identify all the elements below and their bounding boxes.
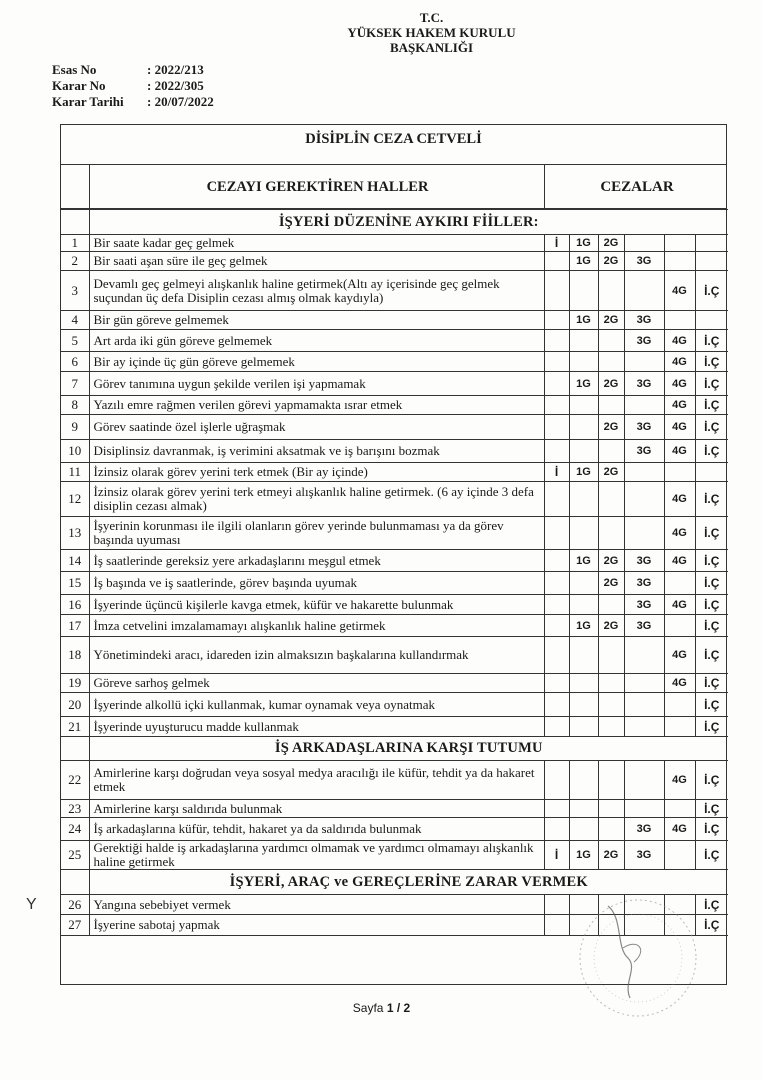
table-row	[61, 482, 728, 517]
penalty-cell: İ.Ç	[695, 674, 728, 693]
penalty-cell: 3G	[624, 252, 664, 271]
penalty-cell	[624, 271, 664, 311]
offence-description: İzinsiz olarak görev yerini terk etmeyi alışkanlık haline getirmek. (6 ay içinde 3 defa disiplin cezası almak)	[89, 482, 544, 517]
penalty-cell	[598, 482, 624, 517]
page-footer	[0, 1001, 763, 1015]
penalty-cell	[569, 271, 598, 311]
penalty-cell	[544, 372, 569, 396]
penalty-cell	[544, 271, 569, 311]
penalty-cell	[569, 818, 598, 841]
penalty-cell: İ.Ç	[695, 761, 728, 800]
table-row	[61, 415, 728, 440]
penalty-cell	[544, 330, 569, 352]
offence-description: İmza cetvelini imzalamamayı alışkanlık haline getirmek	[89, 615, 544, 637]
section-title: İŞYERİ, ARAÇ ve GEREÇLERİNE ZARAR VERMEK	[89, 870, 728, 895]
penalty-cell: 2G	[598, 372, 624, 396]
penalty-cell	[569, 352, 598, 372]
row-number: 15	[61, 572, 89, 595]
penalty-cell: 4G	[664, 352, 695, 372]
offence-description: Görev saatinde özel işlerle uğraşmak	[89, 415, 544, 440]
meta-row-karar	[52, 78, 214, 94]
penalty-cell	[598, 517, 624, 550]
penalty-table	[61, 209, 728, 936]
table-row	[61, 330, 728, 352]
penalty-cell	[664, 717, 695, 737]
penalty-cell: İ.Ç	[695, 517, 728, 550]
row-number: 13	[61, 517, 89, 550]
penalty-cell: İ.Ç	[695, 595, 728, 615]
penalty-cell	[664, 252, 695, 271]
penalty-cell: 3G	[624, 311, 664, 330]
row-number: 4	[61, 311, 89, 330]
row-number: 7	[61, 372, 89, 396]
penalty-cell	[624, 800, 664, 818]
meta-label: Karar Tarihi	[52, 94, 124, 109]
penalty-cell: İ.Ç	[695, 818, 728, 841]
penalty-cell: 2G	[598, 415, 624, 440]
penalty-cell: İ.Ç	[695, 271, 728, 311]
penalty-cell	[624, 235, 664, 252]
offence-description: Görev tanımına uygun şekilde verilen işi yapmamak	[89, 372, 544, 396]
penalty-cell	[664, 895, 695, 915]
penalty-cell	[624, 895, 664, 915]
penalty-cell	[544, 595, 569, 615]
table-row	[61, 517, 728, 550]
penalty-cell: 1G	[569, 311, 598, 330]
section-title: İŞYERİ DÜZENİNE AYKIRI FİİLLER:	[89, 210, 728, 235]
penalty-cell	[569, 482, 598, 517]
row-number: 14	[61, 550, 89, 572]
margin-handwritten-mark: Y	[26, 896, 37, 913]
penalty-cell	[598, 396, 624, 415]
penalty-cell: İ.Ç	[695, 717, 728, 737]
penalty-cell	[569, 517, 598, 550]
section-header-row	[61, 870, 728, 895]
penalty-cell	[544, 352, 569, 372]
row-number: 11	[61, 463, 89, 482]
penalty-cell: 3G	[624, 440, 664, 463]
penalty-cell: İ.Ç	[695, 372, 728, 396]
offence-description: İşyerinde alkollü içki kullanmak, kumar oynamak veya oynatmak	[89, 693, 544, 717]
table-row	[61, 818, 728, 841]
penalty-cell: İ	[544, 235, 569, 252]
penalty-cell	[544, 915, 569, 936]
section-header-row	[61, 737, 728, 761]
offence-description: İşyerinde uyuşturucu madde kullanmak	[89, 717, 544, 737]
row-number: 2	[61, 252, 89, 271]
penalty-cell	[544, 800, 569, 818]
offence-description: İşyerine sabotaj yapmak	[89, 915, 544, 936]
penalty-cell	[569, 895, 598, 915]
penalty-cell	[624, 463, 664, 482]
penalty-cell: 2G	[598, 252, 624, 271]
penalty-cell	[544, 252, 569, 271]
penalty-cell	[664, 615, 695, 637]
page-number: 1 / 2	[386, 1001, 411, 1015]
meta-label: Karar No	[52, 78, 106, 93]
penalty-cell: 4G	[664, 415, 695, 440]
penalty-cell	[544, 693, 569, 717]
penalty-cell: İ	[544, 463, 569, 482]
penalty-cell: İ.Ç	[695, 800, 728, 818]
table-row	[61, 271, 728, 311]
table-row	[61, 550, 728, 572]
penalty-cell	[544, 895, 569, 915]
offence-description: Bir gün göreve gelmemek	[89, 311, 544, 330]
row-number: 5	[61, 330, 89, 352]
offence-description: Bir saate kadar geç gelmek	[89, 235, 544, 252]
penalty-cell: İ.Ç	[695, 693, 728, 717]
column-header-penalties: CEZALAR	[544, 165, 729, 208]
penalty-cell: 4G	[664, 482, 695, 517]
offence-description: Art arda iki gün göreve gelmemek	[89, 330, 544, 352]
section-number-cell	[61, 737, 89, 761]
penalty-cell	[624, 517, 664, 550]
offence-description: Amirlerine karşı saldırıda bulunmak	[89, 800, 544, 818]
header-line-1: T.C.	[419, 10, 444, 25]
penalty-cell: 4G	[664, 674, 695, 693]
row-number: 20	[61, 693, 89, 717]
penalty-cell	[664, 235, 695, 252]
table-row	[61, 895, 728, 915]
penalty-cell: İ.Ç	[695, 572, 728, 595]
penalty-cell	[598, 761, 624, 800]
offence-description: Bir saati aşan süre ile geç gelmek	[89, 252, 544, 271]
table-row	[61, 693, 728, 717]
penalty-cell	[624, 352, 664, 372]
row-number: 3	[61, 271, 89, 311]
penalty-cell: İ.Ç	[695, 396, 728, 415]
penalty-cell	[598, 637, 624, 674]
row-number: 16	[61, 595, 89, 615]
penalty-cell	[544, 440, 569, 463]
table-row	[61, 615, 728, 637]
footer-prefix: Sayfa	[352, 1001, 387, 1015]
penalty-cell: 2G	[598, 463, 624, 482]
penalty-cell: 1G	[569, 252, 598, 271]
row-number: 22	[61, 761, 89, 800]
penalty-cell	[544, 482, 569, 517]
penalty-cell: İ.Ç	[695, 352, 728, 372]
offence-description: Gerektiği halde iş arkadaşlarına yardımcı olmamak ve yardımcı olmamayı alışkanlık haline getirmek	[89, 841, 544, 870]
row-number: 23	[61, 800, 89, 818]
penalty-cell: 2G	[598, 615, 624, 637]
penalty-cell	[544, 761, 569, 800]
penalty-cell: İ.Ç	[695, 415, 728, 440]
offence-description: Yangına sebebiyet vermek	[89, 895, 544, 915]
table-row	[61, 352, 728, 372]
offence-description: İşyerinde üçüncü kişilerle kavga etmek, küfür ve hakarette bulunmak	[89, 595, 544, 615]
penalty-cell	[544, 818, 569, 841]
penalty-cell: İ.Ç	[695, 330, 728, 352]
header-line-3: BAŞKANLIĞI	[389, 40, 474, 55]
table-row	[61, 372, 728, 396]
table-row	[61, 637, 728, 674]
meta-value: : 2022/213	[147, 62, 204, 77]
penalty-cell: 4G	[664, 550, 695, 572]
meta-value: : 2022/305	[147, 78, 204, 93]
meta-row-tarih	[52, 94, 214, 110]
penalty-cell	[569, 415, 598, 440]
penalty-cell: İ.Ç	[695, 895, 728, 915]
penalty-cell: 2G	[598, 235, 624, 252]
penalty-cell: 2G	[598, 841, 624, 870]
penalty-cell	[695, 252, 728, 271]
meta-value: : 20/07/2022	[147, 94, 214, 109]
row-number: 18	[61, 637, 89, 674]
row-number: 1	[61, 235, 89, 252]
penalty-cell: 4G	[664, 440, 695, 463]
table-row	[61, 595, 728, 615]
penalty-cell	[544, 550, 569, 572]
penalty-cell	[598, 674, 624, 693]
penalty-cell: 3G	[624, 550, 664, 572]
penalty-cell: 4G	[664, 396, 695, 415]
offence-description: İzinsiz olarak görev yerini terk etmek (Bir ay içinde)	[89, 463, 544, 482]
penalty-cell	[695, 235, 728, 252]
penalty-cell	[544, 615, 569, 637]
penalty-cell: 3G	[624, 330, 664, 352]
penalty-cell	[598, 352, 624, 372]
table-row	[61, 915, 728, 936]
row-number: 9	[61, 415, 89, 440]
row-number: 21	[61, 717, 89, 737]
penalty-cell: İ.Ç	[695, 637, 728, 674]
table-row	[61, 572, 728, 595]
penalty-cell	[544, 517, 569, 550]
penalty-cell	[544, 396, 569, 415]
penalty-cell: İ.Ç	[695, 550, 728, 572]
section-number-cell	[61, 210, 89, 235]
penalty-cell: İ.Ç	[695, 440, 728, 463]
row-number: 10	[61, 440, 89, 463]
penalty-cell: 3G	[624, 372, 664, 396]
penalty-cell	[598, 440, 624, 463]
penalty-cell	[569, 637, 598, 674]
offence-description: İş arkadaşlarına küfür, tehdit, hakaret ya da saldırıda bulunmak	[89, 818, 544, 841]
offence-description: İşyerinin korunması ile ilgili olanların görev yerinde bulunmaması ya da görev başında uyuması	[89, 517, 544, 550]
penalty-table-sheet	[60, 124, 727, 985]
penalty-cell	[624, 717, 664, 737]
penalty-cell	[598, 717, 624, 737]
table-row	[61, 235, 728, 252]
penalty-cell	[569, 800, 598, 818]
table-row	[61, 463, 728, 482]
offence-description: Devamlı geç gelmeyi alışkanlık haline getirmek(Altı ay içerisinde geç gelmek suçundan üç defa Disiplin cezası almış olmak kaydıyla)	[89, 271, 544, 311]
penalty-cell	[598, 693, 624, 717]
penalty-cell	[664, 311, 695, 330]
penalty-cell: 4G	[664, 330, 695, 352]
penalty-cell	[624, 761, 664, 800]
penalty-cell: İ.Ç	[695, 915, 728, 936]
penalty-cell	[569, 440, 598, 463]
offence-description: Disiplinsiz davranmak, iş verimini aksatmak ve iş barışını bozmak	[89, 440, 544, 463]
offence-description: Yönetimindeki aracı, idareden izin almaksızın başkalarına kullandırmak	[89, 637, 544, 674]
table-row	[61, 761, 728, 800]
row-number: 26	[61, 895, 89, 915]
penalty-cell: 1G	[569, 615, 598, 637]
penalty-cell: 1G	[569, 463, 598, 482]
meta-label: Esas No	[52, 62, 97, 77]
offence-description: İş başında ve iş saatlerinde, görev başında uyumak	[89, 572, 544, 595]
penalty-cell	[598, 915, 624, 936]
table-row	[61, 396, 728, 415]
penalty-cell	[695, 463, 728, 482]
penalty-cell	[624, 637, 664, 674]
penalty-cell	[664, 572, 695, 595]
table-row	[61, 252, 728, 271]
penalty-cell	[544, 717, 569, 737]
row-number: 6	[61, 352, 89, 372]
penalty-cell	[544, 674, 569, 693]
penalty-cell	[664, 841, 695, 870]
penalty-cell: 3G	[624, 415, 664, 440]
table-row	[61, 440, 728, 463]
meta-row-esas	[52, 62, 214, 78]
penalty-cell: 4G	[664, 372, 695, 396]
row-number: 25	[61, 841, 89, 870]
penalty-cell	[544, 637, 569, 674]
table-title: DİSİPLİN CEZA CETVELİ	[61, 125, 726, 165]
penalty-cell	[569, 595, 598, 615]
penalty-cell	[598, 800, 624, 818]
penalty-cell: 4G	[664, 637, 695, 674]
penalty-cell	[569, 717, 598, 737]
penalty-cell: 1G	[569, 841, 598, 870]
offence-description: İş saatlerinde gereksiz yere arkadaşlarını meşgul etmek	[89, 550, 544, 572]
penalty-cell: 3G	[624, 615, 664, 637]
row-number: 17	[61, 615, 89, 637]
penalty-cell	[664, 693, 695, 717]
penalty-cell	[569, 330, 598, 352]
penalty-cell: 4G	[664, 818, 695, 841]
penalty-cell: 1G	[569, 235, 598, 252]
case-meta	[52, 62, 214, 110]
column-header-row	[61, 165, 726, 209]
penalty-cell: 1G	[569, 550, 598, 572]
penalty-cell: 1G	[569, 372, 598, 396]
penalty-cell	[624, 915, 664, 936]
table-row	[61, 311, 728, 330]
penalty-cell	[624, 693, 664, 717]
table-row	[61, 841, 728, 870]
penalty-cell	[569, 396, 598, 415]
penalty-cell: 4G	[664, 271, 695, 311]
penalty-cell	[664, 463, 695, 482]
penalty-cell	[664, 800, 695, 818]
penalty-cell: 3G	[624, 572, 664, 595]
section-title: İŞ ARKADAŞLARINA KARŞI TUTUMU	[89, 737, 728, 761]
row-number: 19	[61, 674, 89, 693]
penalty-cell: İ	[544, 841, 569, 870]
penalty-cell	[569, 693, 598, 717]
table-row	[61, 674, 728, 693]
penalty-cell	[624, 482, 664, 517]
penalty-cell: İ.Ç	[695, 615, 728, 637]
institution-header	[0, 10, 763, 55]
penalty-cell: 3G	[624, 841, 664, 870]
penalty-cell	[544, 415, 569, 440]
penalty-cell: İ.Ç	[695, 482, 728, 517]
penalty-cell	[598, 330, 624, 352]
penalty-cell	[598, 818, 624, 841]
penalty-cell: 3G	[624, 818, 664, 841]
penalty-cell	[664, 915, 695, 936]
penalty-cell	[624, 396, 664, 415]
penalty-cell: 2G	[598, 311, 624, 330]
row-number: 8	[61, 396, 89, 415]
penalty-cell	[598, 271, 624, 311]
penalty-cell: 2G	[598, 550, 624, 572]
penalty-cell: 3G	[624, 595, 664, 615]
section-number-cell	[61, 870, 89, 895]
column-header-offences: CEZAYI GEREKTİREN HALLER	[89, 165, 545, 208]
penalty-cell: 4G	[664, 517, 695, 550]
penalty-cell	[569, 572, 598, 595]
penalty-cell: İ.Ç	[695, 841, 728, 870]
header-line-2: YÜKSEK HAKEM KURULU	[347, 25, 516, 40]
penalty-cell	[544, 572, 569, 595]
penalty-cell	[569, 915, 598, 936]
penalty-cell: 4G	[664, 761, 695, 800]
table-row	[61, 800, 728, 818]
penalty-cell	[569, 674, 598, 693]
row-number: 12	[61, 482, 89, 517]
row-number: 24	[61, 818, 89, 841]
penalty-cell: 2G	[598, 572, 624, 595]
offence-description: Göreve sarhoş gelmek	[89, 674, 544, 693]
penalty-cell	[598, 895, 624, 915]
penalty-cell	[598, 595, 624, 615]
offence-description: Amirlerine karşı doğrudan veya sosyal medya aracılığı ile küfür, tehdit ya da hakaret etmek	[89, 761, 544, 800]
offence-description: Bir ay içinde üç gün göreve gelmemek	[89, 352, 544, 372]
table-row	[61, 717, 728, 737]
penalty-cell	[624, 674, 664, 693]
row-number: 27	[61, 915, 89, 936]
penalty-cell	[544, 311, 569, 330]
penalty-cell	[569, 761, 598, 800]
section-header-row	[61, 210, 728, 235]
penalty-cell: 4G	[664, 595, 695, 615]
offence-description: Yazılı emre rağmen verilen görevi yapmamakta ısrar etmek	[89, 396, 544, 415]
penalty-cell	[695, 311, 728, 330]
